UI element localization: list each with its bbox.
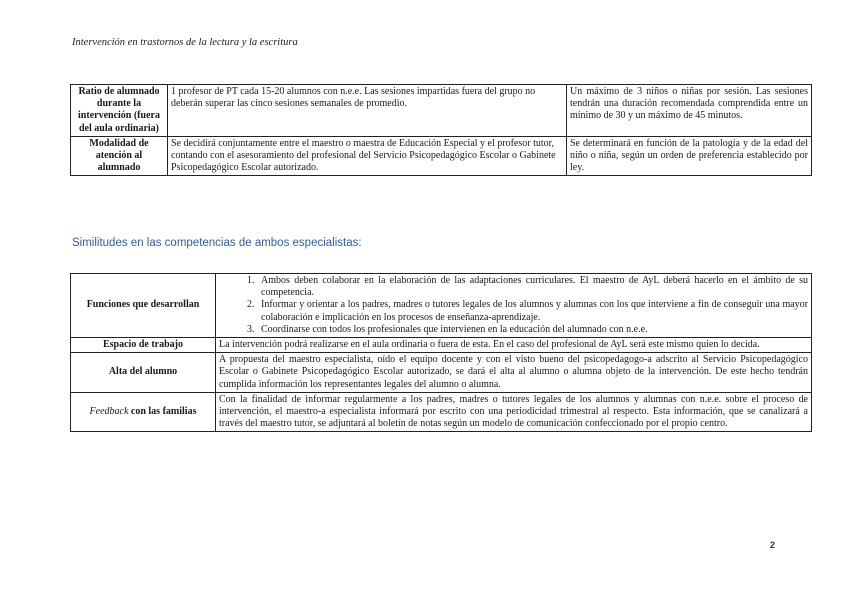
table-row <box>71 274 812 338</box>
row-label-modalidad: Modalidad de atención al alumnado <box>71 136 168 176</box>
cell-ratio-pt: 1 profesor de PT cada 15-20 alumnos con n.e.e. Las sesiones impartidas fuera del grupo no deberán superar las cinco sesiones semanales de promedio. <box>168 85 567 137</box>
feedback-italic-label: Feedback <box>89 406 129 418</box>
row-label-ratio: Ratio de alumnado durante la intervención (fuera del aula ordinaria) <box>71 85 168 137</box>
table-row <box>71 136 812 176</box>
page-number: 2 <box>770 540 776 550</box>
list-item: 3. Coordinarse con todos los profesionales que intervienen en la educación del alumnado con n.e.e. <box>257 324 808 336</box>
row-label-alta: Alta del alumno <box>71 353 216 393</box>
functions-list <box>219 275 808 336</box>
feedback-label-rest: con las familias <box>128 406 197 418</box>
row-label-feedback <box>71 392 216 432</box>
row-label-espacio: Espacio de trabajo <box>71 338 216 353</box>
section-heading: Similitudes en las competencias de ambos especialistas: <box>72 237 362 249</box>
list-item: 2. Informar y orientar a los padres, madres o tutores legales de los alumnos y alumnas con los que interviene a fin de conseguir una mayor colaboración e implicación en los procesos de enseñanza-aprendizaje. <box>257 299 808 323</box>
cell-funciones <box>216 274 812 338</box>
running-header: Intervención en trastornos de la lectura y la escritura <box>72 37 298 48</box>
row-label-funciones: Funciones que desarrollan <box>71 274 216 338</box>
cell-espacio: La intervención podrá realizarse en el aula ordinaria o fuera de esta. En el caso del profesional de AyL será este mismo quien lo decida. <box>216 338 812 353</box>
table-row <box>71 353 812 393</box>
cell-feedback: Con la finalidad de informar regularmente a los padres, madres o tutores legales de los alumnos y alumnas con n.e.e. sobre el proceso de intervención, el maestro-a especialista informará por escrito con una periodicidad trimestral al respecto. Esta información, que se canalizará a través del maestro tutor, se adjuntará al boletín de notas según un modelo de comunicación confeccionado por el propio centro. <box>216 392 812 432</box>
comparison-table <box>70 84 812 176</box>
table-row <box>71 392 812 432</box>
cell-alta: A propuesta del maestro especialista, oído el equipo docente y con el visto bueno del psicopedagogo-a adscrito al Servicio Psicopedagógico Escolar o Gabinete Psicopedagógico Escolar autorizado, se dará el alta al alumno o alumna objeto de la intervención. De este hecho tendrán cumplida información los representantes legales del alumno o alumna. <box>216 353 812 393</box>
table-row <box>71 338 812 353</box>
cell-modalidad-pt: Se decidirá conjuntamente entre el maestro o maestra de Educación Especial y el profesor tutor, contando con el asesoramiento del profesional del Servicio Psicopedagógico Escolar o Gabinete Psicopedagógico Escolar autorizado. <box>168 136 567 176</box>
table-row <box>71 85 812 137</box>
cell-modalidad-ayl: Se determinará en función de la patología y de la edad del niño o niña, según un orden de preferencia establecido por ley. <box>567 136 812 176</box>
list-item: 1. Ambos deben colaborar en la elaboración de las adaptaciones curriculares. El maestro de AyL deberá hacerlo en el ámbito de su competencia. <box>257 275 808 299</box>
similarities-table <box>70 273 812 432</box>
cell-ratio-ayl: Un máximo de 3 niños o niñas por sesión. Las sesiones tendrán una duración recomendada comprendida entre un mínimo de 30 y un máximo de 45 minutos. <box>567 85 812 137</box>
